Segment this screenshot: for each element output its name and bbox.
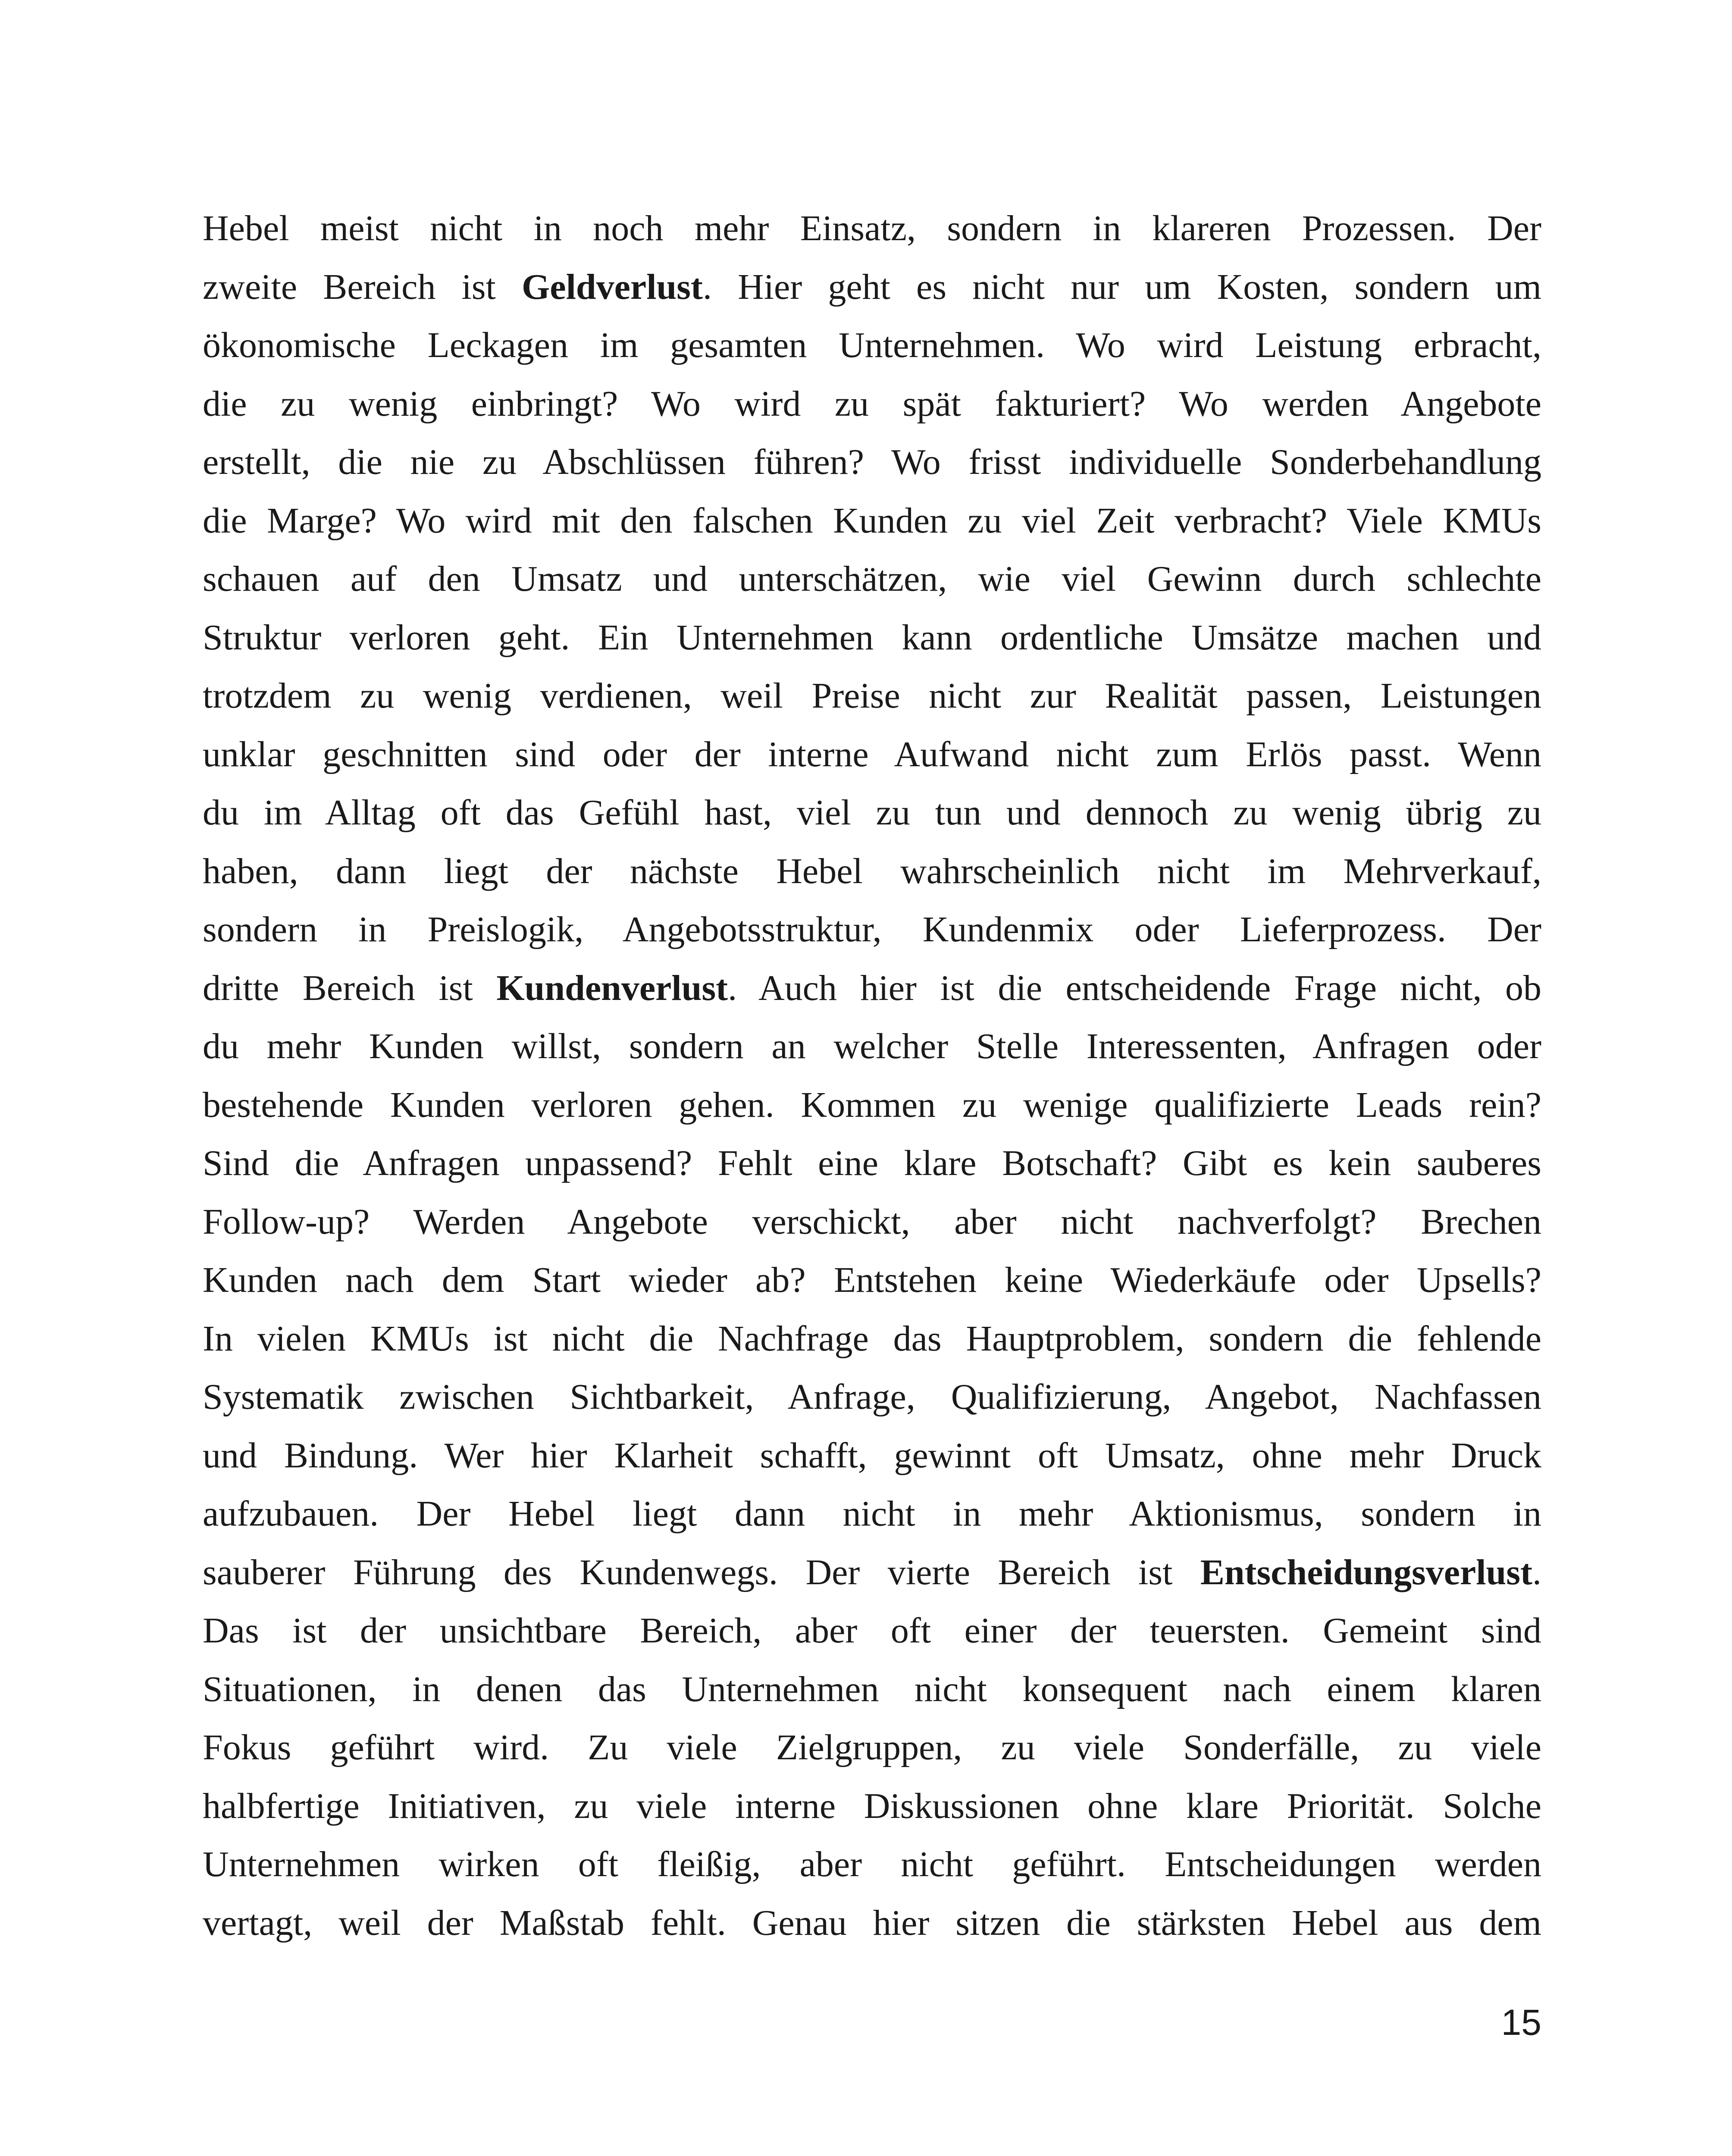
text-line [203,1076,1541,1134]
text-span: haben, dann liegt der nächste Hebel wahrscheinlich nicht im Mehrverkauf, [203,851,1541,891]
text-span: zweite Bereich ist [203,266,522,307]
text-span: Das ist der unsichtbare Bereich, aber oft einer der teuersten. Gemeint sind [203,1611,1541,1651]
text-line [203,959,1541,1018]
text-span: Hebel meist nicht in noch mehr Einsatz, sondern in klareren Prozessen. Der [203,208,1541,248]
text-line [203,1718,1541,1777]
text-span: die zu wenig einbringt? Wo wird zu spät fakturiert? Wo werden Angebote [203,383,1541,424]
text-line [203,1134,1541,1193]
text-span: vertagt, weil der Maßstab fehlt. Genau hier sitzen die stärksten Hebel aus dem [203,1902,1541,1943]
text-span: schauen auf den Umsatz und unterschätzen, wie viel Gewinn durch schlechte [203,559,1541,599]
text-span: bestehende Kunden verloren gehen. Kommen zu wenige qualifizierte Leads rein? [203,1084,1541,1125]
text-line [203,1193,1541,1251]
text-span: trotzdem zu wenig verdienen, weil Preise nicht zur Realität passen, Leistungen [203,676,1541,716]
text-line [203,1894,1541,1952]
text-span: halbfertige Initiativen, zu viele interne Diskussionen ohne klare Priorität. Solche [203,1786,1541,1826]
text-span: sauberer Führung des Kundenwegs. Der vierte Bereich ist [203,1552,1200,1592]
text-line [203,199,1541,258]
text-span: aufzubauen. Der Hebel liegt dann nicht in mehr Aktionismus, sondern in [203,1494,1541,1534]
text-span: ökonomische Leckagen im gesamten Unternehmen. Wo wird Leistung erbracht, [203,325,1541,365]
text-span: unklar geschnitten sind oder der interne Aufwand nicht zum Erlös passt. Wenn [203,734,1541,774]
text-line [203,433,1541,492]
text-line [203,1835,1541,1894]
text-line [203,550,1541,608]
text-span: Kunden nach dem Start wieder ab? Entstehen keine Wiederkäufe oder Upsells? [203,1260,1541,1300]
text-span: und Bindung. Wer hier Klarheit schafft, gewinnt oft Umsatz, ohne mehr Druck [203,1435,1541,1476]
text-line [203,783,1541,842]
text-span: dritte Bereich ist [203,968,497,1008]
text-span: sondern in Preislogik, Angebotsstruktur, Kundenmix oder Lieferprozess. Der [203,909,1541,950]
text-span: du im Alltag oft das Gefühl hast, viel zu tun und dennoch zu wenig übrig zu [203,793,1541,833]
text-span: Follow-up? Werden Angebote verschickt, aber nicht nachverfolgt? Brechen [203,1201,1541,1242]
text-span: Systematik zwischen Sichtbarkeit, Anfrage, Qualifizierung, Angebot, Nachfassen [203,1377,1541,1417]
text-span: . [1532,1552,1541,1592]
text-line [203,375,1541,433]
text-line [203,725,1541,784]
text-line [203,1485,1541,1543]
text-line [203,667,1541,725]
page-number: 15 [1501,2002,1541,2043]
text-span: Unternehmen wirken oft fleißig, aber nicht geführt. Entscheidungen werden [203,1844,1541,1884]
text-line [203,1017,1541,1076]
bold-term: Kundenverlust [496,968,728,1008]
text-line [203,1660,1541,1719]
text-line [203,1426,1541,1485]
text-span: du mehr Kunden willst, sondern an welcher Stelle Interessenten, Anfragen oder [203,1026,1541,1066]
text-line [203,492,1541,550]
text-line [203,900,1541,959]
bold-term: Geldverlust [521,266,703,307]
text-line [203,1543,1541,1602]
text-span: erstellt, die nie zu Abschlüssen führen? Wo frisst individuelle Sonderbehandlung [203,442,1541,482]
text-line [203,1601,1541,1660]
text-span: . Auch hier ist die entscheidende Frage nicht, ob [728,968,1541,1008]
text-line [203,608,1541,667]
text-line [203,842,1541,901]
text-span: Situationen, in denen das Unternehmen nicht konsequent nach einem klaren [203,1669,1541,1709]
text-line [203,1251,1541,1310]
text-span: die Marge? Wo wird mit den falschen Kunden zu viel Zeit verbracht? Viele KMUs [203,500,1541,541]
text-line [203,1368,1541,1426]
text-line [203,258,1541,317]
text-span: Struktur verloren geht. Ein Unternehmen kann ordentliche Umsätze machen und [203,617,1541,658]
text-line [203,316,1541,375]
bold-term: Entscheidungsverlust [1200,1552,1532,1592]
text-span: Fokus geführt wird. Zu viele Zielgruppen, zu viele Sonderfälle, zu viele [203,1727,1541,1767]
text-span: In vielen KMUs ist nicht die Nachfrage das Hauptproblem, sondern die fehlende [203,1318,1541,1359]
text-line [203,1777,1541,1836]
text-span: Sind die Anfragen unpassend? Fehlt eine klare Botschaft? Gibt es kein sauberes [203,1143,1541,1183]
text-line [203,1310,1541,1368]
body-paragraph [203,199,1541,1952]
text-span: . Hier geht es nicht nur um Kosten, sondern um [702,266,1541,307]
